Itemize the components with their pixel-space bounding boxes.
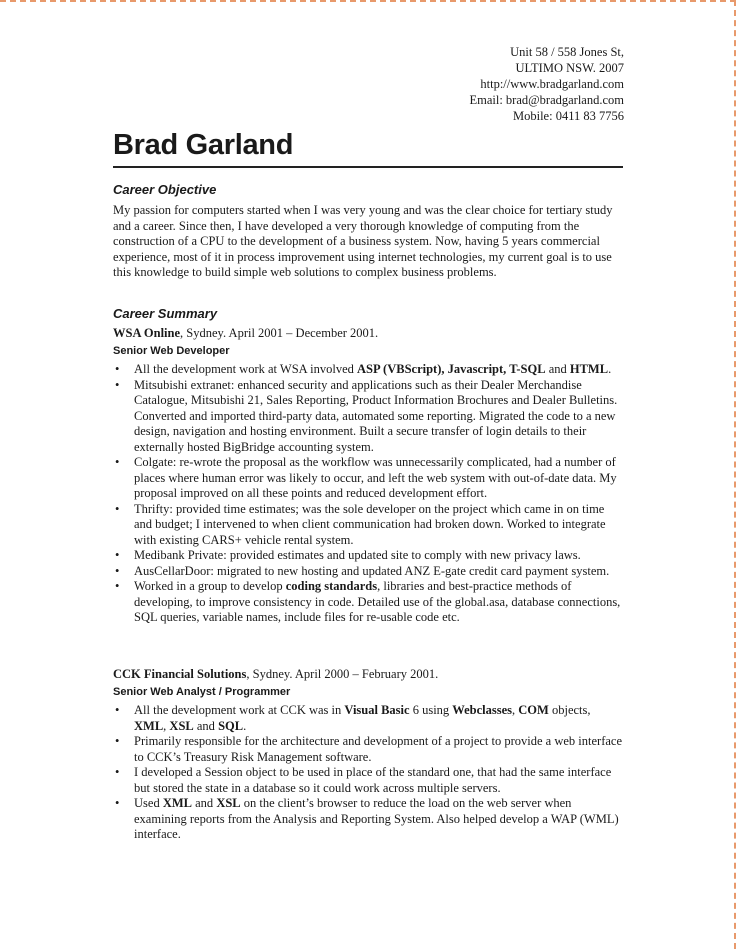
page-border-top bbox=[0, 0, 736, 8]
job-2-company: CCK Financial Solutions bbox=[113, 667, 247, 681]
contact-block bbox=[469, 44, 624, 124]
list-item: • I developed a Session object to be used in place of the standard one, that had the same interface but stored the state in a database so it could work across multiple servers. bbox=[113, 765, 625, 796]
job-1-details: , Sydney. April 2001 – December 2001. bbox=[180, 326, 379, 340]
job-1-company: WSA Online bbox=[113, 326, 181, 340]
list-item: • All the development work at WSA involved ASP (VBScript), Javascript, T-SQL and HTML. bbox=[113, 362, 625, 378]
career-summary-heading: Career Summary bbox=[113, 306, 218, 321]
job-1-bullets bbox=[113, 362, 625, 626]
career-objective-heading: Career Objective bbox=[113, 182, 217, 197]
list-item: • Used XML and XSL on the client’s browser to reduce the load on the web server when examining reports from the Analysis and Reporting System. Also helped develop a WAP (WML) interface. bbox=[113, 796, 625, 843]
career-objective-text: My passion for computers started when I was very young and was the clear choice for tertiary study and a career. Since then, I have developed a very thorough knowledge of computing from the construction of a CPU to the development of a business system. Now, having 5 years commercial experience, most of it in process improvement using internet technologies, my current goal is to use this knowledge to build simple web solutions to complex business problems. bbox=[113, 203, 613, 279]
mobile-line: Mobile: 0411 83 7756 bbox=[513, 109, 624, 123]
list-item: • Worked in a group to develop coding standards, libraries and best-practice methods of developing, to improve consistency in code. Detailed use of the global.asa, database connections, SQL queries, variable names, include files for re-usable code etc. bbox=[113, 579, 625, 626]
email-line[interactable]: Email: brad@bradgarland.com bbox=[469, 93, 624, 107]
job-2-bullets bbox=[113, 703, 625, 843]
list-item: • All the development work at CCK was in Visual Basic 6 using Webclasses, COM objects, XML, XSL and SQL. bbox=[113, 703, 625, 734]
website-link[interactable]: http://www.bradgarland.com bbox=[480, 77, 624, 91]
list-item: • Primarily responsible for the architecture and development of a project to provide a web interface to CCK’s Treasury Risk Management software. bbox=[113, 734, 625, 765]
job-2-title: Senior Web Analyst / Programmer bbox=[113, 686, 291, 698]
list-item: • Medibank Private: provided estimates and updated site to comply with new privacy laws. bbox=[113, 548, 625, 564]
job-1-title: Senior Web Developer bbox=[113, 345, 230, 357]
address-line-2: ULTIMO NSW. 2007 bbox=[515, 61, 624, 75]
name-underline bbox=[113, 166, 623, 168]
list-item: • Mitsubishi extranet: enhanced security and applications such as their Dealer Merchandise Catalogue, Mitsubishi 21, Sales Reporting, Product Information Brochures and Dealer Bulletins. Converted and imported third-party data, automated some reporting. Migrated the code to a new design, navigation and hosting environment. Built a secure transfer of login details to their externally hosted BigBridge accounting system. bbox=[113, 378, 625, 456]
list-item: • Thrifty: provided time estimates; was the sole developer on the project which came in on time and budget; I intervened to when client communication had broken down. Worked to integrate with existing CARS+ vehicle rental system. bbox=[113, 502, 625, 549]
list-item: • Colgate: re-wrote the proposal as the workflow was unnecessarily complicated, had a number of places where human error was likely to occur, and left the web system with out-of-date data. My proposal improved on all these points and reduced development effort. bbox=[113, 455, 625, 502]
address-line-1: Unit 58 / 558 Jones St, bbox=[510, 45, 624, 59]
page-border-right bbox=[728, 0, 736, 949]
job-1-heading bbox=[113, 326, 378, 342]
list-item: • AusCellarDoor: migrated to new hosting and updated ANZ E-gate credit card payment system. bbox=[113, 564, 625, 580]
candidate-name: Brad Garland bbox=[113, 129, 294, 161]
job-2-heading bbox=[113, 667, 438, 683]
job-2-details: , Sydney. April 2000 – February 2001. bbox=[246, 667, 439, 681]
